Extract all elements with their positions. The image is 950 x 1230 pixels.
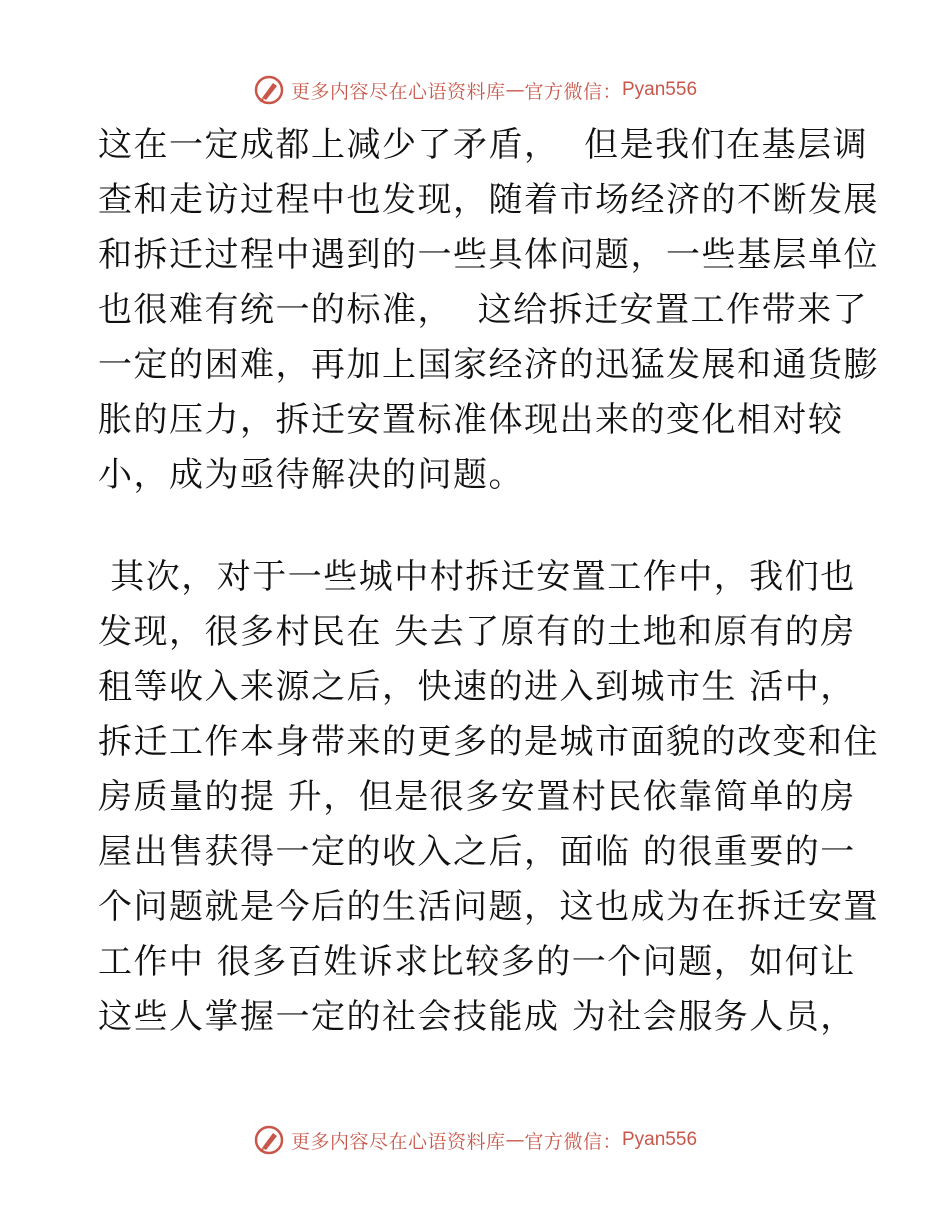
text-line: 小，成为亟待解决的问题。	[98, 455, 524, 495]
text-line: 发现，很多村民在 失去了原有的土地和原有的房	[98, 612, 856, 652]
watermark-dash: —	[505, 1129, 525, 1151]
text-line: 工作中 很多百姓诉求比较多的一个问题，如何让	[98, 942, 856, 982]
text-line: 也很难有统一的标准， 这给拆迁安置工作带来了	[98, 290, 869, 330]
paragraph-2	[98, 550, 879, 1045]
pen-logo-icon	[253, 74, 285, 106]
text-line: 一定的困难，再加上国家经济的迅猛发展和通货膨	[98, 345, 879, 385]
watermark-wechat-label: 官方微信：	[524, 80, 622, 103]
watermark-dash: —	[505, 79, 525, 101]
text-line: 租等收入来源之后，快速的进入到城市生 活中，	[98, 667, 856, 707]
text-line: 屋出售获得一定的收入之后，面临 的很重要的一	[98, 832, 856, 872]
header-watermark	[0, 70, 950, 110]
watermark-wechat-label: 官方微信：	[524, 1130, 622, 1153]
footer-watermark	[0, 1120, 950, 1160]
pen-logo-icon	[253, 1124, 285, 1156]
text-line: 个问题就是今后的生活问题，这也成为在拆迁安置	[98, 887, 879, 927]
watermark-wechat-account: Pyan556	[622, 1129, 698, 1150]
text-line: 和拆迁过程中遇到的一些具体问题，一些基层单位	[98, 235, 879, 275]
text-line: 这些人掌握一定的社会技能成 为社会服务人员，	[98, 997, 856, 1037]
paragraph-1	[98, 118, 879, 503]
text-line: 查和走访过程中也发现，随着市场经济的不断发展	[98, 180, 879, 220]
text-line: 这在一定成都上减少了矛盾， 但是我们在基层调	[98, 125, 869, 165]
text-line: 其次，对于一些城中村拆迁安置工作中，我们也	[98, 557, 856, 597]
text-line: 拆迁工作本身带来的更多的是城市面貌的改变和住	[98, 722, 879, 762]
watermark-wechat-account: Pyan556	[622, 79, 698, 100]
watermark-text: 更多内容尽在心语资料库	[290, 80, 506, 103]
text-line: 胀的压力，拆迁安置标准体现出来的变化相对较	[98, 400, 844, 440]
text-line: 房质量的提 升，但是很多安置村民依靠简单的房	[98, 777, 856, 817]
watermark-text: 更多内容尽在心语资料库	[290, 1130, 506, 1153]
